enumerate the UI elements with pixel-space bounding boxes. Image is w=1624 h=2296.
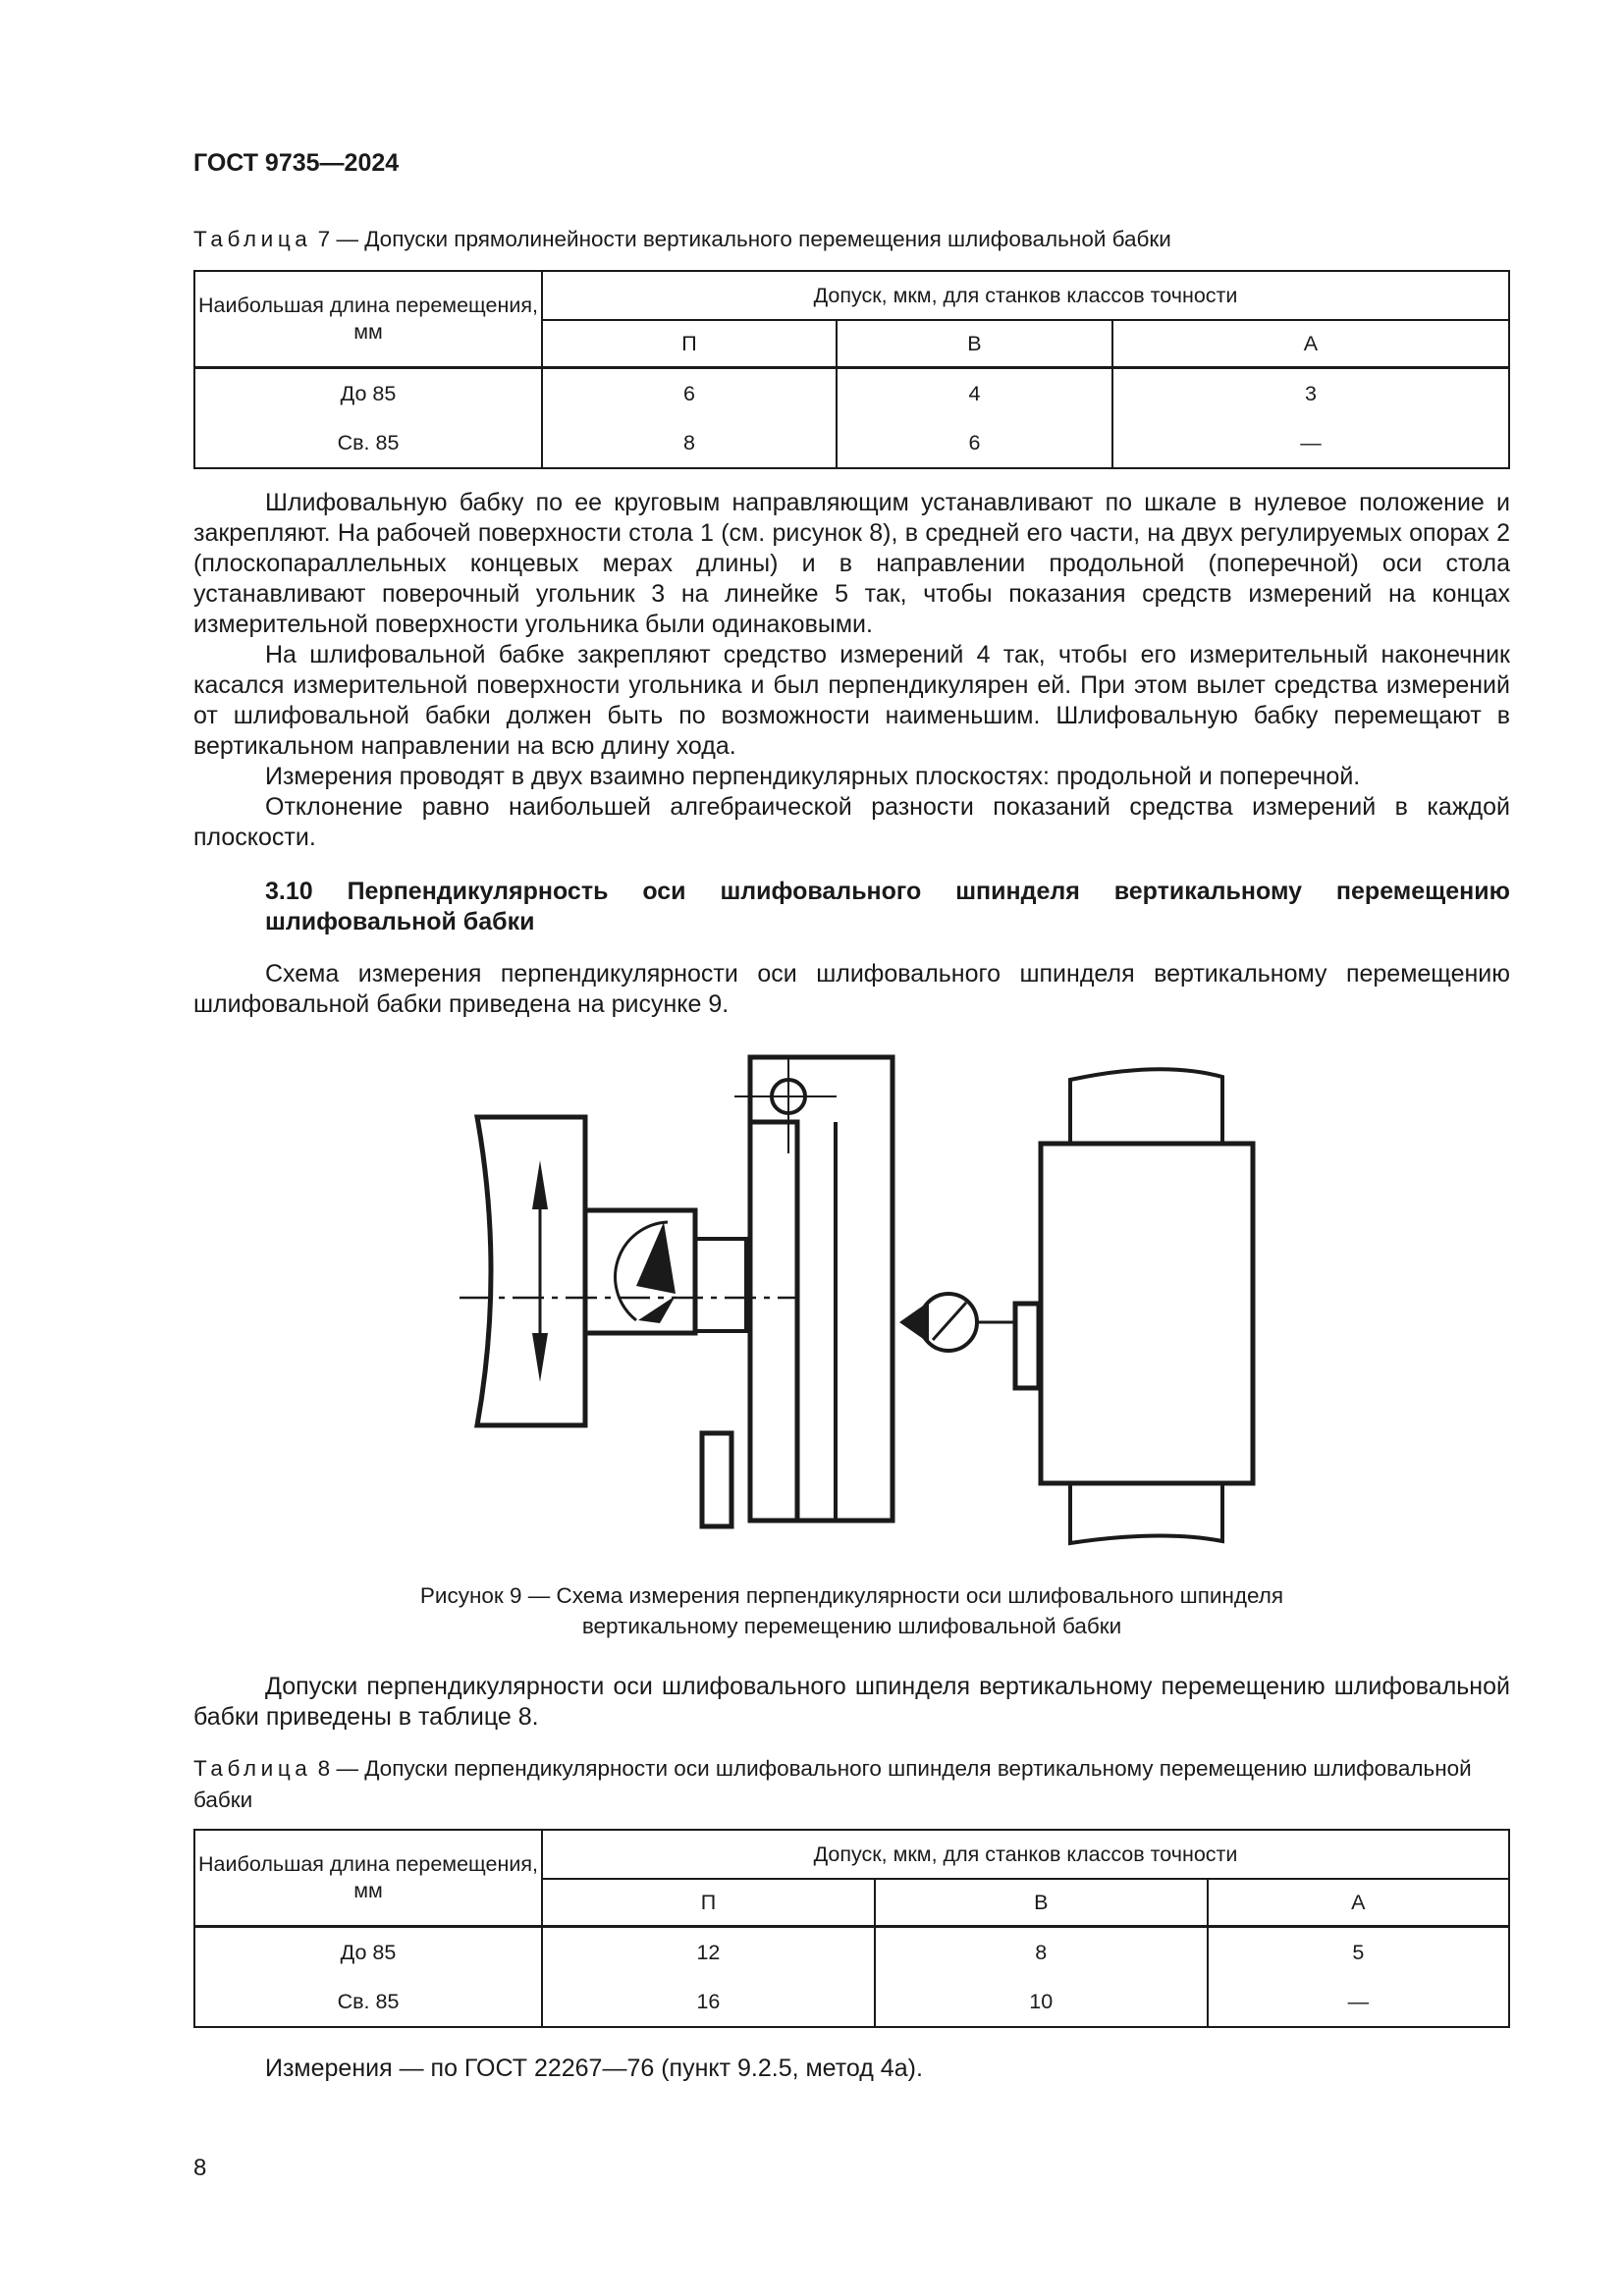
table8-row1-a: 5 xyxy=(1208,1927,1509,1978)
table8-header-length: Наибольшая длина перемещения, мм xyxy=(194,1830,542,1927)
table8-header-tolerance: Допуск, мкм, для станков классов точности xyxy=(542,1830,1509,1879)
paragraph-table8-ref: Допуски перпендикулярности оси шлифовального шпинделя вертикальному перемещению шлифовальной бабки приведены в таблице 8. xyxy=(193,1673,1510,1731)
table7-row1-v: 4 xyxy=(837,368,1112,419)
table7-class-a: А xyxy=(1112,320,1509,368)
table7-row2-a: — xyxy=(1112,418,1509,468)
table8-row2-a: — xyxy=(1208,1977,1509,2027)
spindle-neck xyxy=(695,1239,746,1331)
table7-caption-text: 7 — Допуски прямолинейности вертикального перемещения шлифовальной бабки xyxy=(311,227,1171,251)
support-block xyxy=(702,1433,731,1526)
figure-caption-line1: Рисунок 9 — Схема измерения перпендикулярности оси шлифовального шпинделя xyxy=(419,1583,1284,1608)
table8-row2-p: 16 xyxy=(542,1977,875,2027)
figure-caption-line2: вертикальному перемещению шлифовальной бабки xyxy=(581,1614,1122,1638)
taper-wedge-bottom xyxy=(638,1296,676,1323)
column-bottom-stub xyxy=(1070,1483,1222,1543)
document-header: ГОСТ 9735—2024 xyxy=(193,149,400,177)
table8-caption-prefix: Таблица xyxy=(193,1756,312,1781)
table7-row2-length: Св. 85 xyxy=(194,418,542,468)
table7-row2-v: 6 xyxy=(837,418,1112,468)
arrow-head-down xyxy=(532,1333,548,1382)
spindle-housing xyxy=(585,1210,695,1333)
table8-row1-p: 12 xyxy=(542,1927,875,1978)
table8-class-v: В xyxy=(875,1879,1208,1927)
table7-row1-length: До 85 xyxy=(194,368,542,419)
grinding-wheel xyxy=(477,1117,585,1425)
paragraph-measurement-method: Измерения — по ГОСТ 22267—76 (пункт 9.2.5, метод 4а). xyxy=(265,2055,923,2082)
table8-class-a: А xyxy=(1208,1879,1509,1927)
table7-header-tolerance: Допуск, мкм, для станков классов точности xyxy=(542,271,1509,320)
paragraph-figure-ref: Схема измерения перпендикулярности оси шлифовального шпинделя вертикальному перемещению шлифовальной бабки приведена на рисунке 9. xyxy=(193,960,1510,1018)
table8-row1-v: 8 xyxy=(875,1927,1208,1978)
table7-class-v: В xyxy=(837,320,1112,368)
square-frame xyxy=(750,1057,893,1521)
gauge-needle xyxy=(933,1303,966,1340)
table8-class-p: П xyxy=(542,1879,875,1927)
paragraph-measuring-device: На шлифовальной бабке закрепляют средство измерений 4 так, чтобы его измерительный наконечник касался измерительной поверхности угольника и был перпендикулярен ей. При этом вылет средства измерений от шлифовальной бабки должен быть по возможности наименьшим. Шлифовальную бабку перемещают в вертикальном направлении на всю длину хода. xyxy=(193,641,1510,760)
table-row xyxy=(194,1927,1509,1978)
table7-row1-a: 3 xyxy=(1112,368,1509,419)
table7-row2-p: 8 xyxy=(542,418,837,468)
paragraph-planes: Измерения проводят в двух взаимно перпендикулярных плоскостях: продольной и поперечной. xyxy=(265,763,1361,790)
section-title: 3.10 Перпендикулярность оси шлифовального шпинделя вертикальному перемещению шлифовальной бабки xyxy=(265,878,1510,935)
table8-row1-length: До 85 xyxy=(194,1927,542,1978)
gauge-tip xyxy=(899,1302,929,1343)
table7-header-length: Наибольшая длина перемещения, мм xyxy=(194,271,542,368)
table7-row1-p: 6 xyxy=(542,368,837,419)
gauge-holder xyxy=(1015,1304,1039,1388)
machine-column xyxy=(1041,1144,1253,1483)
table8 xyxy=(193,1829,1510,2028)
page-number: 8 xyxy=(193,2155,207,2181)
table7-caption-prefix: Таблица xyxy=(193,227,312,251)
paragraph-deviation: Отклонение равно наибольшей алгебраической разности показаний средства измерений в каждой плоскости. xyxy=(193,793,1510,851)
table8-caption-text: 8 — Допуски перпендикулярности оси шлифовального шпинделя вертикальному перемещению шлифовальной бабки xyxy=(193,1756,1472,1812)
square-blade xyxy=(750,1122,797,1521)
table8-caption xyxy=(193,1753,1509,1816)
table-row xyxy=(194,1977,1509,2027)
taper-wedge-top xyxy=(636,1222,676,1294)
table8-row2-length: Св. 85 xyxy=(194,1977,542,2027)
figure-caption xyxy=(193,1580,1510,1641)
paragraph-setup: Шлифовальную бабку по ее круговым направляющим устанавливают по шкале в нулевое положение и закрепляют. На рабочей поверхности стола 1 (см. рисунок 8), в средней его части, на двух регулируемых опорах 2 (плоскопараллельных концевых мерах длины) и в направлении продольной (поперечной) оси стола устанавливают поверочный угольник 3 на линейке 5 так, чтобы показания средств измерений на концах измерительной поверхности угольника были одинаковыми. xyxy=(193,489,1510,638)
column-top-stub xyxy=(1070,1069,1222,1144)
arrow-head-up xyxy=(532,1160,548,1209)
table8-row2-v: 10 xyxy=(875,1977,1208,2027)
table7-class-p: П xyxy=(542,320,837,368)
